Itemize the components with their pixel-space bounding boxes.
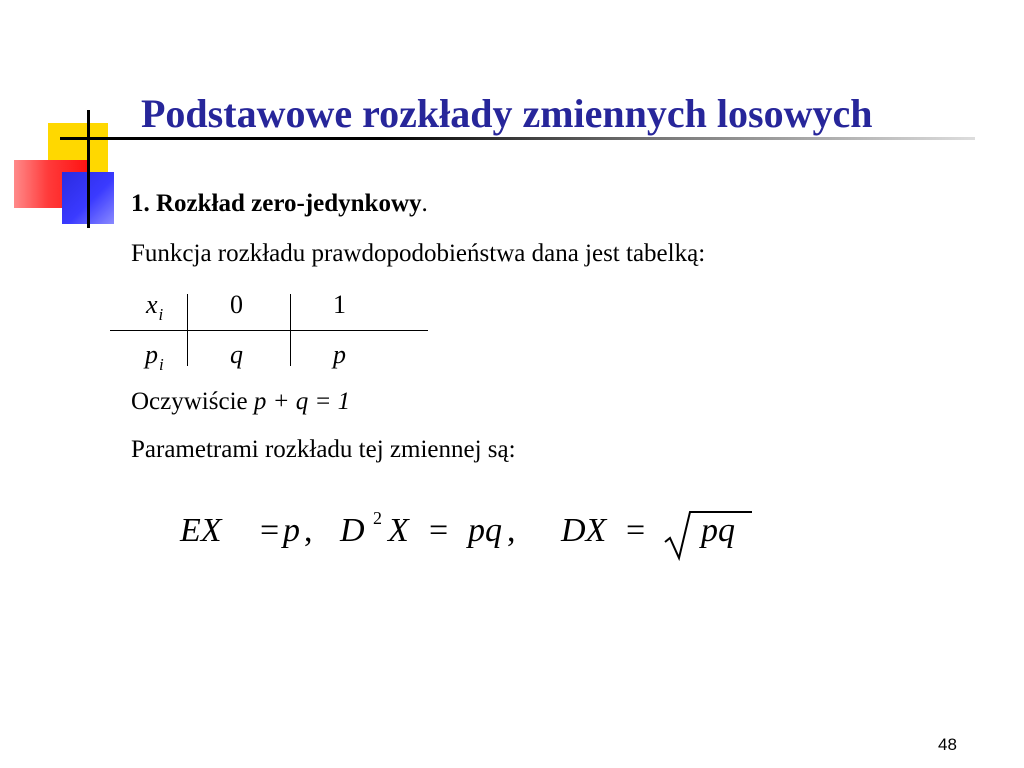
table-vertical-rule [290, 294, 291, 366]
table-x-subscript: i [158, 305, 164, 324]
formula-comma: , [304, 512, 313, 549]
page-number: 48 [938, 735, 957, 754]
obviously-text: Oczywiście [131, 388, 254, 415]
formula-pq: pq [468, 512, 502, 549]
formula-equals: = [429, 512, 449, 549]
obviously-formula: p + q = 1 [253, 388, 351, 415]
table-vertical-rule [187, 294, 188, 366]
parameters-formula [180, 508, 760, 562]
table-p-value-0: q [230, 340, 243, 369]
section-heading-text: 1. Rozkład zero-jedynkowy [131, 190, 422, 217]
table-p-label: $p_i$ [145, 340, 164, 374]
table-horizontal-rule [110, 330, 428, 331]
table-x-label: $x_i$ [146, 290, 164, 324]
table-x-value-0: 0 [230, 290, 243, 319]
slide-title: Podstawowe rozkłady zmiennych losowych [141, 91, 873, 136]
distribution-table [110, 290, 430, 374]
table-p-subscript: i [159, 355, 164, 374]
parameters-intro: Parametrami rozkładu tej zmiennej są: [131, 436, 516, 463]
formula-ex: EX [180, 512, 222, 549]
formula-dx: DX [561, 512, 607, 549]
section-heading [131, 190, 428, 218]
table-x-value-1: 1 [333, 290, 346, 319]
formula-equals: = [626, 512, 646, 549]
obviously-line [131, 388, 350, 416]
intro-text: Funkcja rozkładu prawdopodobieństwa dana jest tabelką: [131, 240, 706, 267]
formula-superscript: 2 [373, 508, 382, 528]
section-heading-period: . [421, 190, 428, 217]
formula-comma: , [507, 512, 516, 549]
formula-x: X [388, 512, 409, 549]
table-p-value-1: p [333, 340, 346, 369]
formula-d: D [340, 512, 365, 549]
formula-p: p [283, 512, 300, 549]
formula-pq-under-root: pq [701, 512, 735, 549]
title-underline [60, 137, 975, 140]
logo-vertical-line [87, 110, 90, 228]
formula-equals: = [260, 512, 280, 549]
